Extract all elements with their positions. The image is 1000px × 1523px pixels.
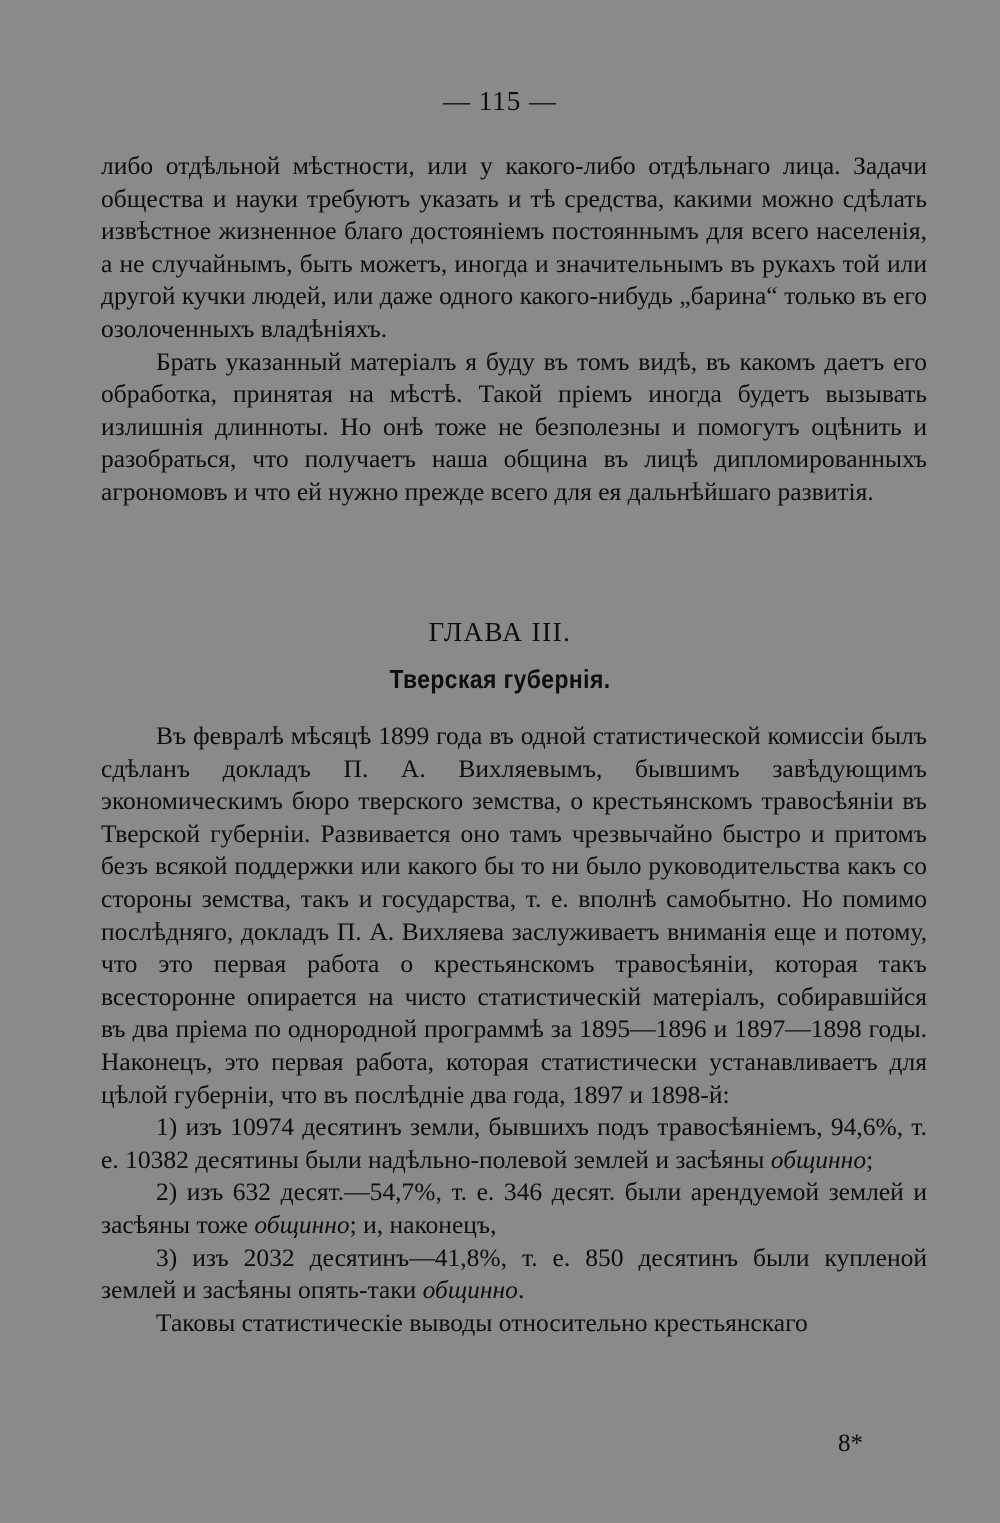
chapter-subtitle: Тверская губернія.: [389, 664, 611, 694]
list-item: [101, 1111, 927, 1176]
list-item-emphasis: общинно: [254, 1209, 350, 1239]
list-item-emphasis: общинно: [422, 1275, 518, 1305]
list-item-emphasis: общинно: [770, 1144, 867, 1174]
page-number: — 115 —: [443, 86, 557, 116]
list-item: [101, 1176, 927, 1241]
list-item-text: 1) изъ 10974 десятинъ земли, бывшихъ подъ травосѣяніемъ, 94,6%, т. е. 10382 десятины были надѣльно-полевой землей и засѣяны: [101, 1112, 927, 1174]
list-item: [101, 1242, 927, 1307]
section-1-text: [101, 150, 927, 509]
paragraph-closing: Таковы статистическіе выводы относительно крестьянскаго: [156, 1307, 808, 1337]
paragraph: Брать указанный матеріалъ я буду въ томъ видѣ, въ какомъ даетъ его обработка, принятая на мѣстѣ. Такой пріемъ иногда будетъ вызывать излишнія длинноты. Но онѣ тоже не безполезны и помогутъ оцѣнить и разобраться, что получаетъ наша община въ лицѣ дипломированныхъ агрономовъ и что ей нужно прежде всего для ея дальнѣйшаго развитія.: [101, 346, 927, 506]
section-2-text: [101, 720, 927, 1339]
signature-mark: 8*: [838, 1430, 863, 1457]
list-item-text: 2) изъ 632 десят.—54,7%, т. е. 346 десят. были арендуемой землей и засѣяны тоже: [101, 1177, 927, 1239]
list-item-tail: .: [517, 1275, 525, 1305]
chapter-heading: ГЛАВА III.: [428, 617, 572, 647]
paragraph-continuation: либо отдѣльной мѣстности, или у какого-либо отдѣльнаго лица. Задачи общества и науки требуютъ указать и тѣ средства, какими можно сдѣлать извѣстное жизненное благо достояніемъ постояннымъ для всего населенія, а не случайнымъ, быть можетъ, иногда и значительнымъ въ рукахъ той или другой кучки людей, или даже одного какого-нибудь „барина“ только въ его озолоченныхъ владѣніяхъ.: [101, 151, 927, 343]
list-item-tail: ; и, наконецъ,: [349, 1209, 497, 1239]
paragraph-intro: Въ февралѣ мѣсяцѣ 1899 года въ одной статистической комиссіи былъ сдѣланъ докладъ П. А. Вихляевымъ, бывшимъ завѣдующимъ экономическимъ бюро тверского земства, о крестьянскомъ травосѣяніи въ Тверской губерніи. Развивается оно тамъ чрезвычайно быстро и притомъ безъ всякой поддержки или какого бы то ни было руководительства какъ со стороны земства, такъ и государства, т. е. вполнѣ самобытно. Но помимо послѣдняго, докладъ П. А. Вихляева заслуживаетъ вниманія еще и потому, что это первая работа о крестьянскомъ травосѣяніи, которая такъ всесторонне опирается на чисто статистическій матеріалъ, собиравшійся въ два пріема по однородной программѣ за 1895—1896 и 1897—1898 годы. Наконецъ, это первая работа, которая статистически устанавливаетъ для цѣлой губерніи, что въ послѣдніе два года, 1897 и 1898-й:: [101, 721, 927, 1109]
list-item-tail: ;: [866, 1144, 874, 1174]
list-item-text: 3) изъ 2032 десятинъ—41,8%, т. е. 850 десятинъ были купленой землей и засѣяны опять-таки: [101, 1242, 927, 1305]
